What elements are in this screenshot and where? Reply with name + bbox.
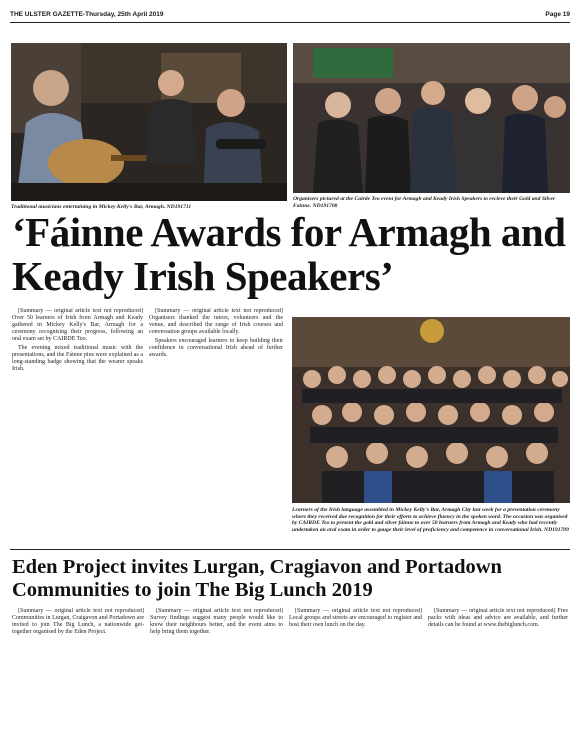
article2-paragraph: [Summary — original article text not reproduced] Free packs with ideas and advice are available, and further details can be found at www.thebiglunch.com. [428, 608, 568, 628]
section-divider [10, 549, 570, 550]
article1-paragraph: The evening mixed traditional music with the presentations, and the Fáinne pins were explained as a long-standing badge showing that the wearer speaks Irish. [12, 345, 143, 372]
photo-learners-caption: Learners of the Irish language assembled in Mickey Kelly's Bar, Armagh City last week for a presentation ceremony where they received due recognition for their efforts to achieve fluency in the spoken word. The occasion was organised by CAIRDE Teo to present the gold and silver fáinne to over 50 learners from Armagh and Keady who had recently undertaken an oral exam in order to gauge their level of proficiency and competence in conversational Irish. ND191709 [292, 507, 569, 533]
article2-column-3 [289, 608, 422, 730]
article2-column-2 [150, 608, 283, 730]
paper-date: THE ULSTER GAZETTE-Thursday, 25th April 2019 [10, 11, 164, 18]
article2-column-1 [12, 608, 144, 730]
photo-organisers-caption: Organisers pictured at the Cairde Teo event for Armagh and Keady Irish Speakers to recieve their Gold and Silver Fainne. ND191708 [293, 196, 556, 209]
article1-column-1 [12, 308, 143, 544]
article2-paragraph: [Summary — original article text not reproduced] Local groups and streets are encouraged to register and host their own lunch on the day. [289, 608, 422, 628]
photo-musicians-caption: Traditional musicians entertaining in Mickey Kelly's Bar, Armagh. ND191711 [11, 204, 192, 210]
main-headline: ‘Fáinne Awards for Armagh and Keady Irish Speakers’ [12, 209, 566, 299]
eden-headline: Eden Project invites Lurgan, Cragiavon and Portadown Communities to join The Big Lunch 2019 [12, 556, 502, 601]
article2-paragraph: [Summary — original article text not reproduced] Communities in Lurgan, Craigavon and Portadown are invited to join The Big Lunch, a nationwide get-together organised by the Eden Project. [12, 608, 144, 635]
article2-paragraph: [Summary — original article text not reproduced] Survey findings suggest many people would like to know their neighbours better, and the event aims to help bring them together. [150, 608, 283, 635]
masthead [10, 8, 570, 23]
photo-organisers [293, 43, 570, 193]
article2-column-4 [428, 608, 568, 730]
article1-paragraph: [Summary — original article text not reproduced] Organisers thanked the tutors, volunteers and the venue, and described the range of Irish courses and conversation groups available locally. [149, 308, 283, 335]
article1-paragraph: [Summary — original article text not reproduced] Over 50 learners of Irish from Armagh and Keady gathered in Mickey Kelly's Bar, Armagh for a ceremony recognising their progress, following an oral exam set by CAIRDE Teo. [12, 308, 143, 342]
article1-paragraph: Speakers encouraged learners to keep building their confidence in conversational Irish ahead of further awards. [149, 338, 283, 358]
photo-learners-group [292, 317, 570, 503]
page-number: Page 19 [545, 11, 570, 18]
photo-musicians [11, 43, 287, 201]
article1-column-2 [149, 308, 283, 544]
